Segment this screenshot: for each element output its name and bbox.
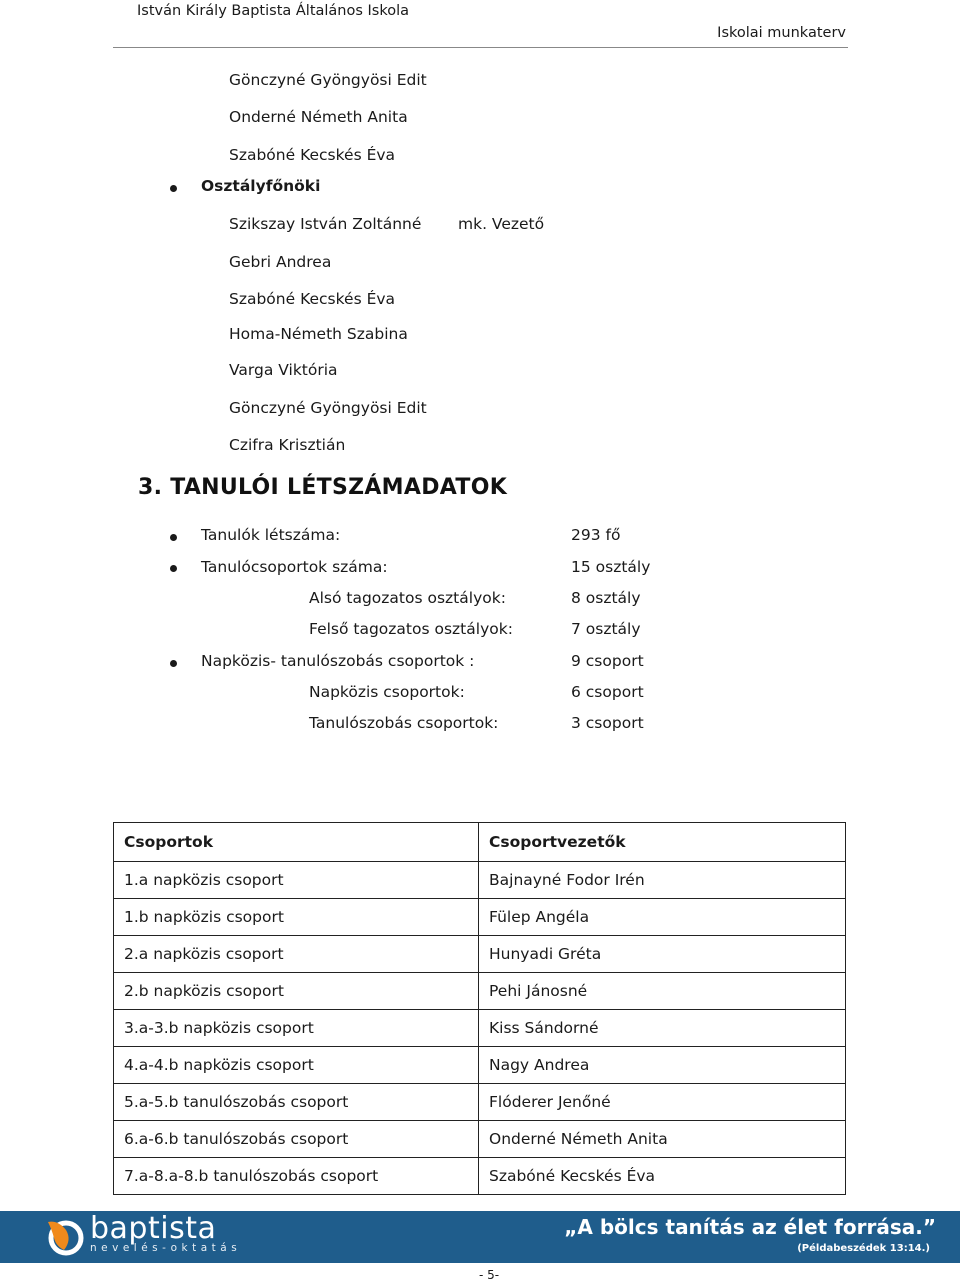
leader-cell: Bajnayné Fodor Irén <box>479 862 846 899</box>
leader-cell: Flóderer Jenőné <box>479 1084 846 1121</box>
leader-cell: Pehi Jánosné <box>479 973 846 1010</box>
stat-value: 6 csoport <box>571 683 644 701</box>
table-row <box>114 1084 846 1121</box>
leader-cell: Onderné Németh Anita <box>479 1121 846 1158</box>
header-divider <box>113 47 848 48</box>
bullet-icon <box>170 185 177 192</box>
logo-wordmark: baptista <box>90 1211 217 1246</box>
header-document-title: Iskolai munkaterv <box>717 25 846 41</box>
group-cell: 1.b napközis csoport <box>114 899 479 936</box>
bullet-icon <box>170 534 177 541</box>
groups-table <box>113 822 846 1195</box>
stat-label: Tanulók létszáma: <box>201 526 341 544</box>
group-cell: 5.a-5.b tanulószobás csoport <box>114 1084 479 1121</box>
leader-cell: Kiss Sándorné <box>479 1010 846 1047</box>
name-line: Onderné Németh Anita <box>229 108 408 126</box>
logo-subtitle: nevelés-oktatás <box>90 1242 242 1254</box>
column-header-groups: Csoportok <box>114 823 479 862</box>
name-line: Szabóné Kecskés Éva <box>229 290 396 308</box>
name-line: Varga Viktória <box>229 361 338 379</box>
stat-value: 3 csoport <box>571 714 644 732</box>
group-cell: 6.a-6.b tanulószobás csoport <box>114 1121 479 1158</box>
page-number: - 5- <box>479 1268 500 1282</box>
leader-cell: Fülep Angéla <box>479 899 846 936</box>
footer-motto-reference: (Példabeszédek 13:14.) <box>797 1243 930 1254</box>
table-row <box>114 1047 846 1084</box>
osztalyfonoki-heading: Osztályfőnöki <box>201 177 321 195</box>
table-row <box>114 862 846 899</box>
stat-value: 15 osztály <box>571 558 651 576</box>
bullet-icon <box>170 660 177 667</box>
column-header-leaders: Csoportvezetők <box>479 823 846 862</box>
group-cell: 2.a napközis csoport <box>114 936 479 973</box>
table-row <box>114 973 846 1010</box>
stat-label: Tanulócsoportok száma: <box>201 558 388 576</box>
stat-label: Alsó tagozatos osztályok: <box>309 589 506 607</box>
section-title: 3. TANULÓI LÉTSZÁMADATOK <box>138 475 508 500</box>
name-line: Homa-Németh Szabina <box>229 325 408 343</box>
group-cell: 3.a-3.b napközis csoport <box>114 1010 479 1047</box>
role-label: mk. Vezető <box>458 215 545 233</box>
stat-label: Napközis- tanulószobás csoportok : <box>201 652 475 670</box>
stat-value: 7 osztály <box>571 620 641 638</box>
table-row <box>114 899 846 936</box>
name-line: Gönczyné Gyöngyösi Edit <box>229 71 427 89</box>
bullet-icon <box>170 565 177 572</box>
baptista-logo-icon <box>44 1216 86 1258</box>
name-line: Gebri Andrea <box>229 253 332 271</box>
leader-cell: Nagy Andrea <box>479 1047 846 1084</box>
table-row <box>114 1010 846 1047</box>
group-cell: 2.b napközis csoport <box>114 973 479 1010</box>
header-school-name: István Király Baptista Általános Iskola <box>137 3 410 19</box>
group-cell: 1.a napközis csoport <box>114 862 479 899</box>
name-line: Czifra Krisztián <box>229 436 346 454</box>
table-row <box>114 1121 846 1158</box>
name-line: Szikszay István Zoltánné <box>229 215 422 233</box>
stat-value: 8 osztály <box>571 589 641 607</box>
stat-label: Napközis csoportok: <box>309 683 465 701</box>
stat-label: Felső tagozatos osztályok: <box>309 620 513 638</box>
stat-value: 9 csoport <box>571 652 644 670</box>
group-cell: 4.a-4.b napközis csoport <box>114 1047 479 1084</box>
table-header-row <box>114 823 846 862</box>
leader-cell: Szabóné Kecskés Éva <box>479 1158 846 1195</box>
stat-value: 293 fő <box>571 526 621 544</box>
leader-cell: Hunyadi Gréta <box>479 936 846 973</box>
name-line: Szabóné Kecskés Éva <box>229 146 396 164</box>
footer-motto: „A bölcs tanítás az élet forrása.” <box>564 1215 936 1239</box>
table-row <box>114 1158 846 1195</box>
table-row <box>114 936 846 973</box>
stat-label: Tanulószobás csoportok: <box>309 714 499 732</box>
name-line: Gönczyné Gyöngyösi Edit <box>229 399 427 417</box>
group-cell: 7.a-8.a-8.b tanulószobás csoport <box>114 1158 479 1195</box>
